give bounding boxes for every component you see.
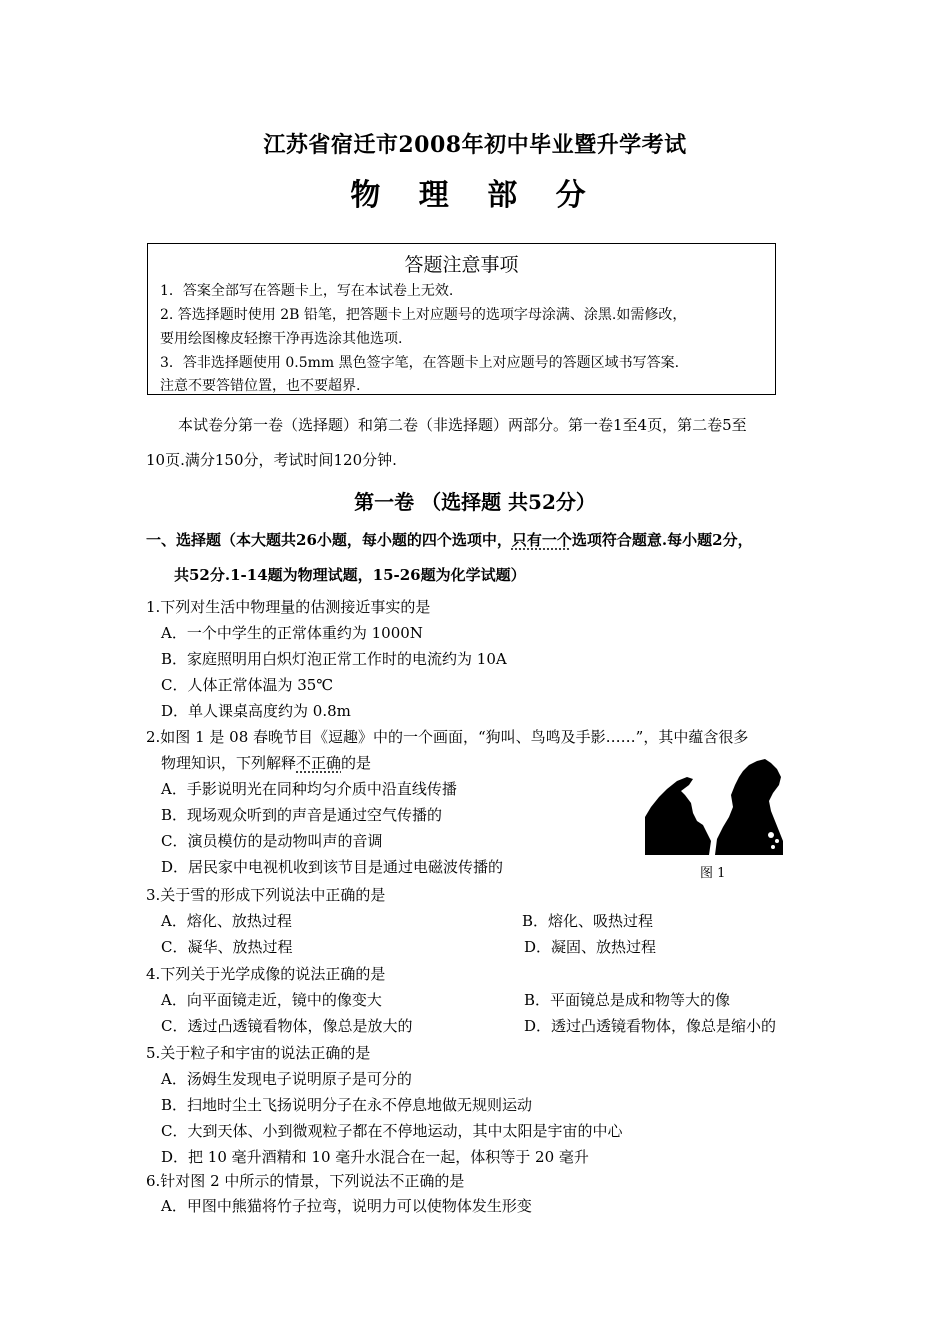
q5-option-a: A．汤姆生发现电子说明原子是可分的 xyxy=(161,1070,412,1088)
q4-option-a: A．向平面镜走近，镜中的像变大 xyxy=(161,991,382,1009)
q1-option-b: B．家庭照明用白炽灯泡正常工作时的电流约为 10A xyxy=(161,650,507,668)
q5-stem: 5.关于粒子和宇宙的说法正确的是 xyxy=(146,1044,371,1062)
q2-stem-line-1: 2.如图 1 是 08 春晚节目《逗趣》中的一个画面，“狗叫、鸟鸣及手影……”，其中蕴含很多 xyxy=(146,728,749,746)
notice-line-4: 3．答非选择题使用 0.5mm 黑色签字笔，在答题卡上对应题号的答题区域书写答案. xyxy=(160,355,680,371)
notice-box xyxy=(147,243,776,395)
q5-option-b: B．扫地时尘土飞扬说明分子在永不停息地做无规则运动 xyxy=(161,1096,533,1114)
notice-line-1: 1．答案全部写在答题卡上，写在本试卷上无效. xyxy=(160,283,454,299)
exam-title: 江苏省宿迁市2008年初中毕业暨升学考试 xyxy=(263,132,687,158)
q4-option-d: D．透过凸透镜看物体，像总是缩小的 xyxy=(524,1017,777,1035)
section-one-heading xyxy=(146,529,753,550)
q5-option-c: C．大到天体、小到微观粒子都在不停地运动，其中太阳是宇宙的中心 xyxy=(161,1122,623,1140)
q1-option-c: C．人体正常体温为 35℃ xyxy=(161,676,334,694)
q3-option-d: D．凝固、放热过程 xyxy=(524,938,657,956)
emphasis-only-one: 只有一个 xyxy=(511,531,572,549)
figure-1-caption: 图 1 xyxy=(700,866,726,881)
q2-option-a: A．手影说明光在同种均匀介质中沿直线传播 xyxy=(161,780,457,798)
q2-stem-line-2 xyxy=(161,752,371,773)
notice-line-3: 要用绘图橡皮轻擦干净再选涂其他选项. xyxy=(160,331,403,347)
q6-stem: 6.针对图 2 中所示的情景，下列说法不正确的是 xyxy=(146,1172,465,1190)
q4-option-c: C．透过凸透镜看物体，像总是放大的 xyxy=(161,1017,413,1035)
q4-stem: 4.下列关于光学成像的说法正确的是 xyxy=(146,965,386,983)
q3-option-a: A．熔化、放热过程 xyxy=(161,912,292,930)
intro-line-2: 10页.满分150分，考试时间120分钟. xyxy=(146,451,397,469)
intro-line-1: 本试卷分第一卷（选择题）和第二卷（非选择题）两部分。第一卷1至4页，第二卷5至 xyxy=(178,416,747,434)
q5-option-d: D．把 10 毫升酒精和 10 毫升水混合在一起，体积等于 20 毫升 xyxy=(161,1148,589,1166)
q2-stem-part-a: 物理知识，下列解释 xyxy=(161,754,297,772)
section-heading-part-a: 一、选择题（本大题共26小题，每小题的四个选项中， xyxy=(146,531,512,549)
subject-title: 物 理 部 分 xyxy=(350,178,600,213)
q1-option-a: A．一个中学生的正常体重约为 1000N xyxy=(161,624,423,642)
q2-option-c: C．演员模仿的是动物叫声的音调 xyxy=(161,832,383,850)
hand-shadow-figure xyxy=(645,755,785,860)
q1-option-d: D．单人课桌高度约为 0.8m xyxy=(161,702,351,720)
q2-option-b: B．现场观众听到的声音是通过空气传播的 xyxy=(161,806,443,824)
q2-stem-part-c: 的是 xyxy=(341,754,372,772)
q2-option-d: D．居民家中电视机收到该节目是通过电磁波传播的 xyxy=(161,858,504,876)
part-one-title: 第一卷 （选择题 共52分） xyxy=(354,490,596,514)
q3-option-c: C．凝华、放热过程 xyxy=(161,938,293,956)
notice-line-2: 2. 答选择题时使用 2B 铅笔，把答题卡上对应题号的选项字母涂满、涂黑.如需修改， xyxy=(160,307,687,323)
section-heading-part-c: 选项符合题意.每小题2分， xyxy=(571,531,753,549)
notice-title: 答题注意事项 xyxy=(404,254,519,276)
q3-stem: 3.关于雪的形成下列说法中正确的是 xyxy=(146,886,386,904)
q2-emphasis-not-correct: 不正确 xyxy=(296,754,342,772)
q4-option-b: B．平面镜总是成和物等大的像 xyxy=(524,991,731,1009)
q6-option-a: A．甲图中熊猫将竹子拉弯，说明力可以使物体发生形变 xyxy=(161,1197,532,1215)
section-one-subheading: 共52分.1-14题为物理试题，15-26题为化学试题） xyxy=(174,566,526,584)
q1-stem: 1.下列对生活中物理量的估测接近事实的是 xyxy=(146,598,431,616)
notice-line-5: 注意不要答错位置，也不要超界. xyxy=(160,378,361,394)
q3-option-b: B．熔化、吸热过程 xyxy=(522,912,654,930)
